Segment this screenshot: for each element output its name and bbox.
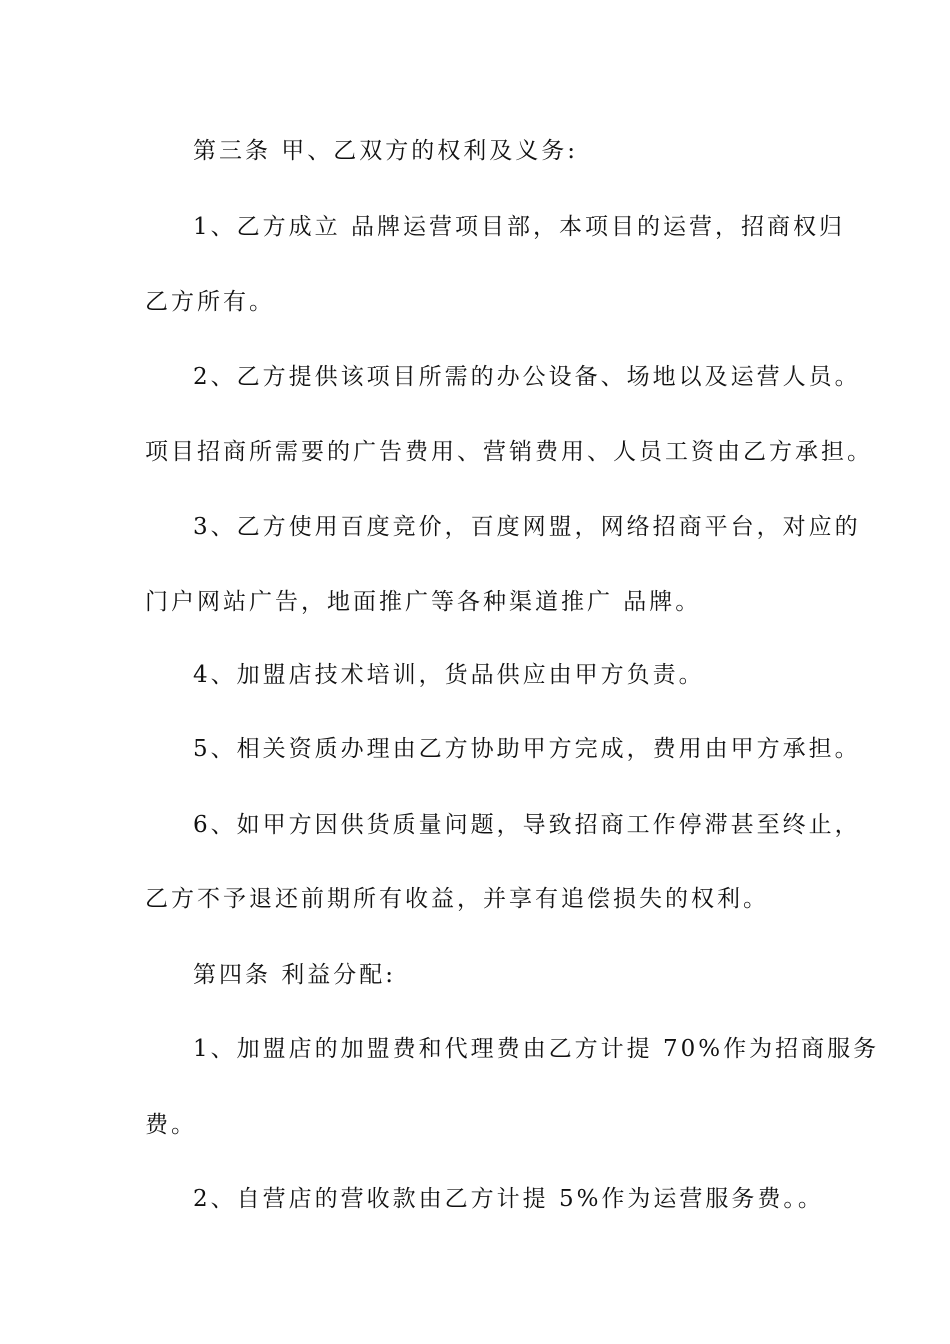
- paragraph-line: 3、乙方使用百度竞价，百度网盟，网络招商平台，对应的: [193, 514, 861, 540]
- paragraph-line: 项目招商所需要的广告费用、营销费用、人员工资由乙方承担。: [145, 439, 873, 465]
- paragraph-line: 1、乙方成立 品牌运营项目部，本项目的运营，招商权归: [193, 214, 845, 240]
- paragraph-line: 4、加盟店技术培训，货品供应由甲方负责。: [193, 662, 705, 688]
- article-3-heading: 第三条 甲、乙双方的权利及义务:: [193, 138, 579, 164]
- paragraph-line: 2、自营店的营收款由乙方计提 5%作为运营服务费。。: [193, 1186, 824, 1212]
- paragraph-line: 1、加盟店的加盟费和代理费由乙方计提 70%作为招商服务: [193, 1036, 880, 1062]
- article-4-heading: 第四条 利益分配:: [193, 962, 397, 988]
- paragraph-line: 2、乙方提供该项目所需的办公设备、场地以及运营人员。: [193, 364, 861, 390]
- paragraph-line: 乙方不予退还前期所有收益，并享有追偿损失的权利。: [145, 886, 769, 912]
- paragraph-line: 乙方所有。: [145, 289, 275, 315]
- paragraph-line: 门户网站广告，地面推广等各种渠道推广 品牌。: [145, 589, 702, 615]
- paragraph-line: 6、如甲方因供货质量问题，导致招商工作停滞甚至终止，: [193, 812, 861, 838]
- paragraph-line: 5、相关资质办理由乙方协助甲方完成，费用由甲方承担。: [193, 736, 861, 762]
- paragraph-line: 费。: [145, 1112, 197, 1138]
